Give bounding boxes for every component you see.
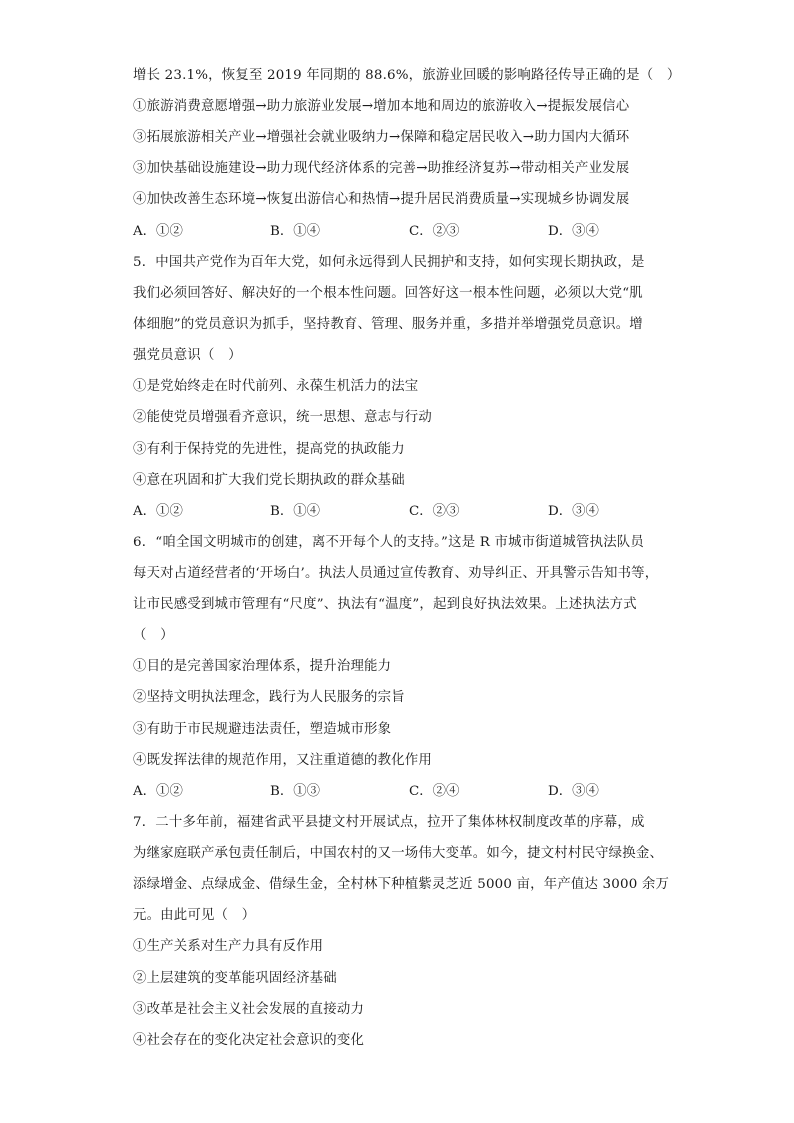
- q6-stem-2: 每天对占道经营者的‘开场白’。执法人员通过宣传教育、劝导纠正、开具警示告知书等，: [133, 566, 659, 581]
- q5-item-4: ④意在巩固和扩大我们党长期执政的群众基础: [133, 473, 405, 488]
- q5-item-2: ②能使党员增强看齐意识，统一思想、意志与行动: [133, 410, 432, 425]
- q5-stem-3: 体细胞”的党员意识为抓手，坚持教育、管理、服务并重，多措并举增强党员意识。增: [133, 317, 643, 332]
- q6-option-d[interactable]: D．③④: [548, 784, 599, 799]
- q7-item-2: ②上层建筑的变革能巩固经济基础: [133, 971, 337, 986]
- q7-stem-4: 元。由此可见（ ）: [133, 908, 256, 923]
- q4-item-2: ③拓展旅游相关产业→增强社会就业吸纳力→保障和稳定居民收入→助力国内大循环: [133, 130, 630, 145]
- q7-stem-1: 7．二十多年前，福建省武平县捷文村开展试点，拉开了集体林权制度改革的序幕，成: [133, 815, 645, 830]
- q5-option-d[interactable]: D．③④: [548, 504, 599, 519]
- q6-item-4: ④既发挥法律的规范作用，又注重道德的教化作用: [133, 753, 432, 768]
- q4-item-3: ③加快基础设施建设→助力现代经济体系的完善→助推经济复苏→带动相关产业发展: [133, 161, 630, 176]
- q5-option-b[interactable]: B．①④: [270, 504, 321, 519]
- q5-stem-1: 5．中国共产党作为百年大党，如何永远得到人民拥护和支持，如何实现长期执政，是: [133, 255, 645, 270]
- q4-option-b[interactable]: B．①④: [270, 224, 321, 239]
- q7-stem-3: 添绿增金、点绿成金、借绿生金，全村林下种植紫灵芝近 5000 亩，年产值达 3000 余万: [133, 877, 670, 892]
- q6-item-3: ③有助于市民规避违法责任，塑造城市形象: [133, 722, 392, 737]
- q5-option-a[interactable]: A．①②: [133, 504, 183, 519]
- q4-options: [133, 222, 673, 242]
- q5-item-1: ①是党始终走在时代前列、永葆生机活力的法宝: [133, 379, 419, 394]
- q4-item-4: ④加快改善生态环境→恢复出游信心和热情→提升居民消费质量→实现城乡协调发展: [133, 192, 630, 207]
- q6-options: [133, 782, 673, 802]
- q5-item-3: ③有利于保持党的先进性，提高党的执政能力: [133, 442, 405, 457]
- q6-option-b[interactable]: B．①③: [270, 784, 321, 799]
- q4-option-a[interactable]: A．①②: [133, 224, 183, 239]
- q7-item-3: ③改革是社会主义社会发展的直接动力: [133, 1002, 365, 1017]
- q6-item-1: ①目的是完善国家治理体系，提升治理能力: [133, 659, 392, 674]
- q5-stem-2: 我们必须回答好、解决好的一个根本性问题。回答好这一根本性问题，必须以大党“肌: [133, 286, 643, 301]
- q5-stem-4: 强党员意识（ ）: [133, 348, 242, 363]
- q4-option-d[interactable]: D．③④: [548, 224, 599, 239]
- q6-stem-3: 让市民感受到城市管理有“尺度”、执法有“温度”，起到良好执法效果。上述执法方式: [133, 597, 637, 612]
- q5-options: [133, 502, 673, 522]
- q6-item-2: ②坚持文明执法理念，践行为人民服务的宗旨: [133, 690, 405, 705]
- q4-stem-end: 增长 23.1%，恢复至 2019 年同期的 88.6%，旅游业回暖的影响路径传导正确的是（ ）: [133, 68, 681, 83]
- q6-stem-1: 6．“咱全国文明城市的创建，离不开每个人的支持。”这是 R 市城市街道城管执法队员: [133, 535, 644, 550]
- q5-option-c[interactable]: C．②③: [409, 504, 460, 519]
- q6-stem-4: （ ）: [133, 628, 174, 643]
- q4-option-c[interactable]: C．②③: [409, 224, 460, 239]
- q7-item-1: ①生产关系对生产力具有反作用: [133, 939, 324, 954]
- q7-item-4: ④社会存在的变化决定社会意识的变化: [133, 1033, 365, 1048]
- q6-option-c[interactable]: C．②④: [409, 784, 460, 799]
- q4-item-1: ①旅游消费意愿增强→助力旅游业发展→增加本地和周边的旅游收入→提振发展信心: [133, 99, 630, 114]
- q7-stem-2: 为继家庭联产承包责任制后，中国农村的又一场伟大变革。如今，捷文村村民守绿换金、: [133, 846, 664, 861]
- q6-option-a[interactable]: A．①②: [133, 784, 183, 799]
